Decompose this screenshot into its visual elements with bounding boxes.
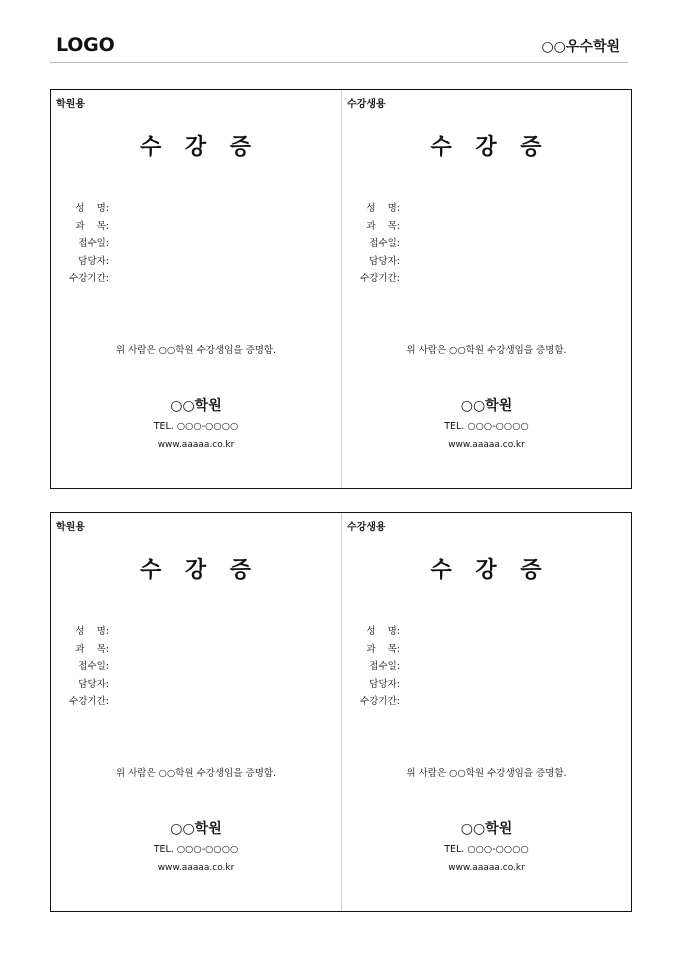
name-field: 성 명: [366,203,400,214]
manager-field: 담당자: [78,255,109,267]
academy-name: ○○학원 [170,821,222,837]
website: www.aaaaa.co.kr [448,440,525,450]
student-copy-panel [341,90,631,488]
certification-statement: 위 사람은 ○○학원 수강생임을 증명함. [115,768,277,779]
name-field: 성 명: [75,203,109,214]
website: www.aaaaa.co.kr [157,863,235,873]
subject-field: 과 목: [366,220,400,232]
card-title: 수 강 증 [139,135,253,160]
card-title: 수 강 증 [430,135,543,160]
page-header [50,30,628,63]
field-list [59,200,109,288]
field-list [59,623,109,711]
field-list [350,200,400,288]
academy-name: ○○학원 [460,821,513,837]
registration-card [50,89,632,489]
course-period-field: 수강기간: [360,696,400,707]
subject-field: 과 목: [75,643,109,655]
card-title: 수 강 증 [430,558,543,583]
subject-field: 과 목: [366,643,400,655]
academy-name: ○○학원 [460,398,513,414]
course-period-field: 수강기간: [360,273,400,284]
logo: LOGO [56,34,115,56]
website: www.aaaaa.co.kr [157,440,235,450]
copy-label: 수강생용 [347,522,386,533]
manager-field: 담당자: [369,255,400,267]
name-field: 성 명: [75,626,109,637]
subject-field: 과 목: [75,220,109,232]
academy-name: ○○우수학원 [541,39,620,55]
manager-field: 담당자: [78,678,109,690]
certification-statement: 위 사람은 ○○학원 수강생임을 증명함. [406,345,567,356]
manager-field: 담당자: [369,678,400,690]
telephone: TEL. ○○○-○○○○ [153,421,239,432]
copy-label: 학원용 [56,522,85,533]
name-field: 성 명: [366,626,400,637]
certification-statement: 위 사람은 ○○학원 수강생임을 증명함. [115,345,277,356]
academy-name: ○○학원 [170,398,222,414]
telephone: TEL. ○○○-○○○○ [444,421,529,432]
registration-date-field: 접수일: [78,238,109,249]
student-copy-panel [341,513,631,911]
academy-copy-panel [51,513,341,911]
field-list [350,623,400,711]
registration-card [50,512,632,912]
registration-date-field: 접수일: [369,661,400,672]
registration-date-field: 접수일: [369,238,400,249]
telephone: TEL. ○○○-○○○○ [153,844,239,855]
course-period-field: 수강기간: [69,273,109,284]
certification-statement: 위 사람은 ○○학원 수강생임을 증명함. [406,768,567,779]
copy-label: 수강생용 [347,99,386,110]
copy-label: 학원용 [56,99,85,110]
course-period-field: 수강기간: [69,696,109,707]
academy-copy-panel [51,90,341,488]
registration-date-field: 접수일: [78,661,109,672]
website: www.aaaaa.co.kr [448,863,525,873]
card-title: 수 강 증 [139,558,253,583]
telephone: TEL. ○○○-○○○○ [444,844,529,855]
